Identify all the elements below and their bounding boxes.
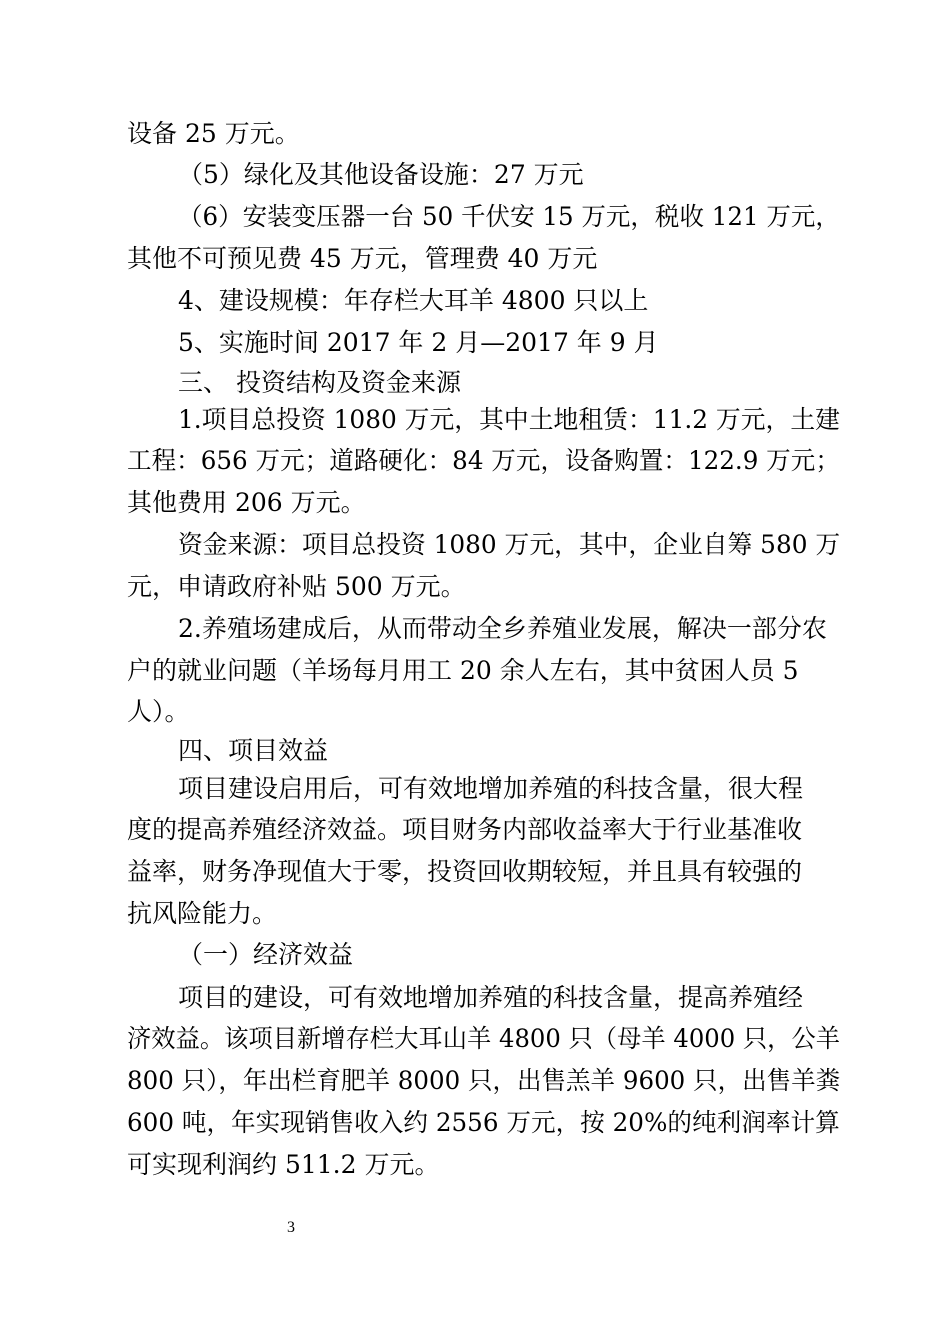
text-line: 800 只），年出栏育肥羊 8000 只，出售羔羊 9600 只，出售羊粪 [127,1066,841,1095]
subsection-heading: （一）经济效益 [178,940,354,969]
text-line: 度的提高养殖经济效益。项目财务内部收益率大于行业基准收 [127,815,803,844]
text-line: 600 吨，年实现销售收入约 2556 万元，按 20%的纯利润率计算 [127,1108,840,1137]
text-line: （5）绿化及其他设备设施：27 万元 [178,160,584,189]
text-line: 可实现利润约 511.2 万元。 [127,1150,440,1179]
text-line: 项目的建设，可有效地增加养殖的科技含量，提高养殖经 [178,983,804,1012]
section-heading: 三、 投资结构及资金来源 [178,368,461,397]
text-line: 5、实施时间 2017 年 2 月—2017 年 9 月 [178,328,659,357]
text-line: 其他费用 206 万元。 [127,488,366,517]
text-line: 4、建设规模：年存栏大耳羊 4800 只以上 [178,286,649,315]
text-line: 1.项目总投资 1080 万元，其中土地租赁：11.2 万元，土建 [178,405,840,434]
text-line: 益率，财务净现值大于零，投资回收期较短，并且具有较强的 [127,857,803,886]
text-line: 项目建设启用后，可有效地增加养殖的科技含量，很大程 [178,774,804,803]
text-line: 设备 25 万元。 [127,119,300,148]
text-line: 人）。 [127,697,190,726]
text-line: 工程：656 万元；道路硬化：84 万元，设备购置：122.9 万元； [127,446,840,475]
text-line: 2.养殖场建成后，从而带动全乡养殖业发展，解决一部分农 [178,614,827,643]
page-number: 3 [287,1219,295,1236]
text-line: 济效益。该项目新增存栏大耳山羊 4800 只（母羊 4000 只，公羊 [127,1024,841,1053]
text-line: 元，申请政府补贴 500 万元。 [127,572,466,601]
text-line: 其他不可预见费 45 万元，管理费 40 万元 [127,244,598,273]
text-line: 抗风险能力。 [127,899,278,928]
section-heading: 四、项目效益 [178,736,329,765]
text-line: 资金来源：项目总投资 1080 万元，其中，企业自筹 580 万 [178,530,841,559]
text-line: （6）安装变压器一台 50 千伏安 15 万元，税收 121 万元， [178,202,840,231]
text-line: 户的就业问题（羊场每月用工 20 余人左右，其中贫困人员 5 [127,656,799,685]
